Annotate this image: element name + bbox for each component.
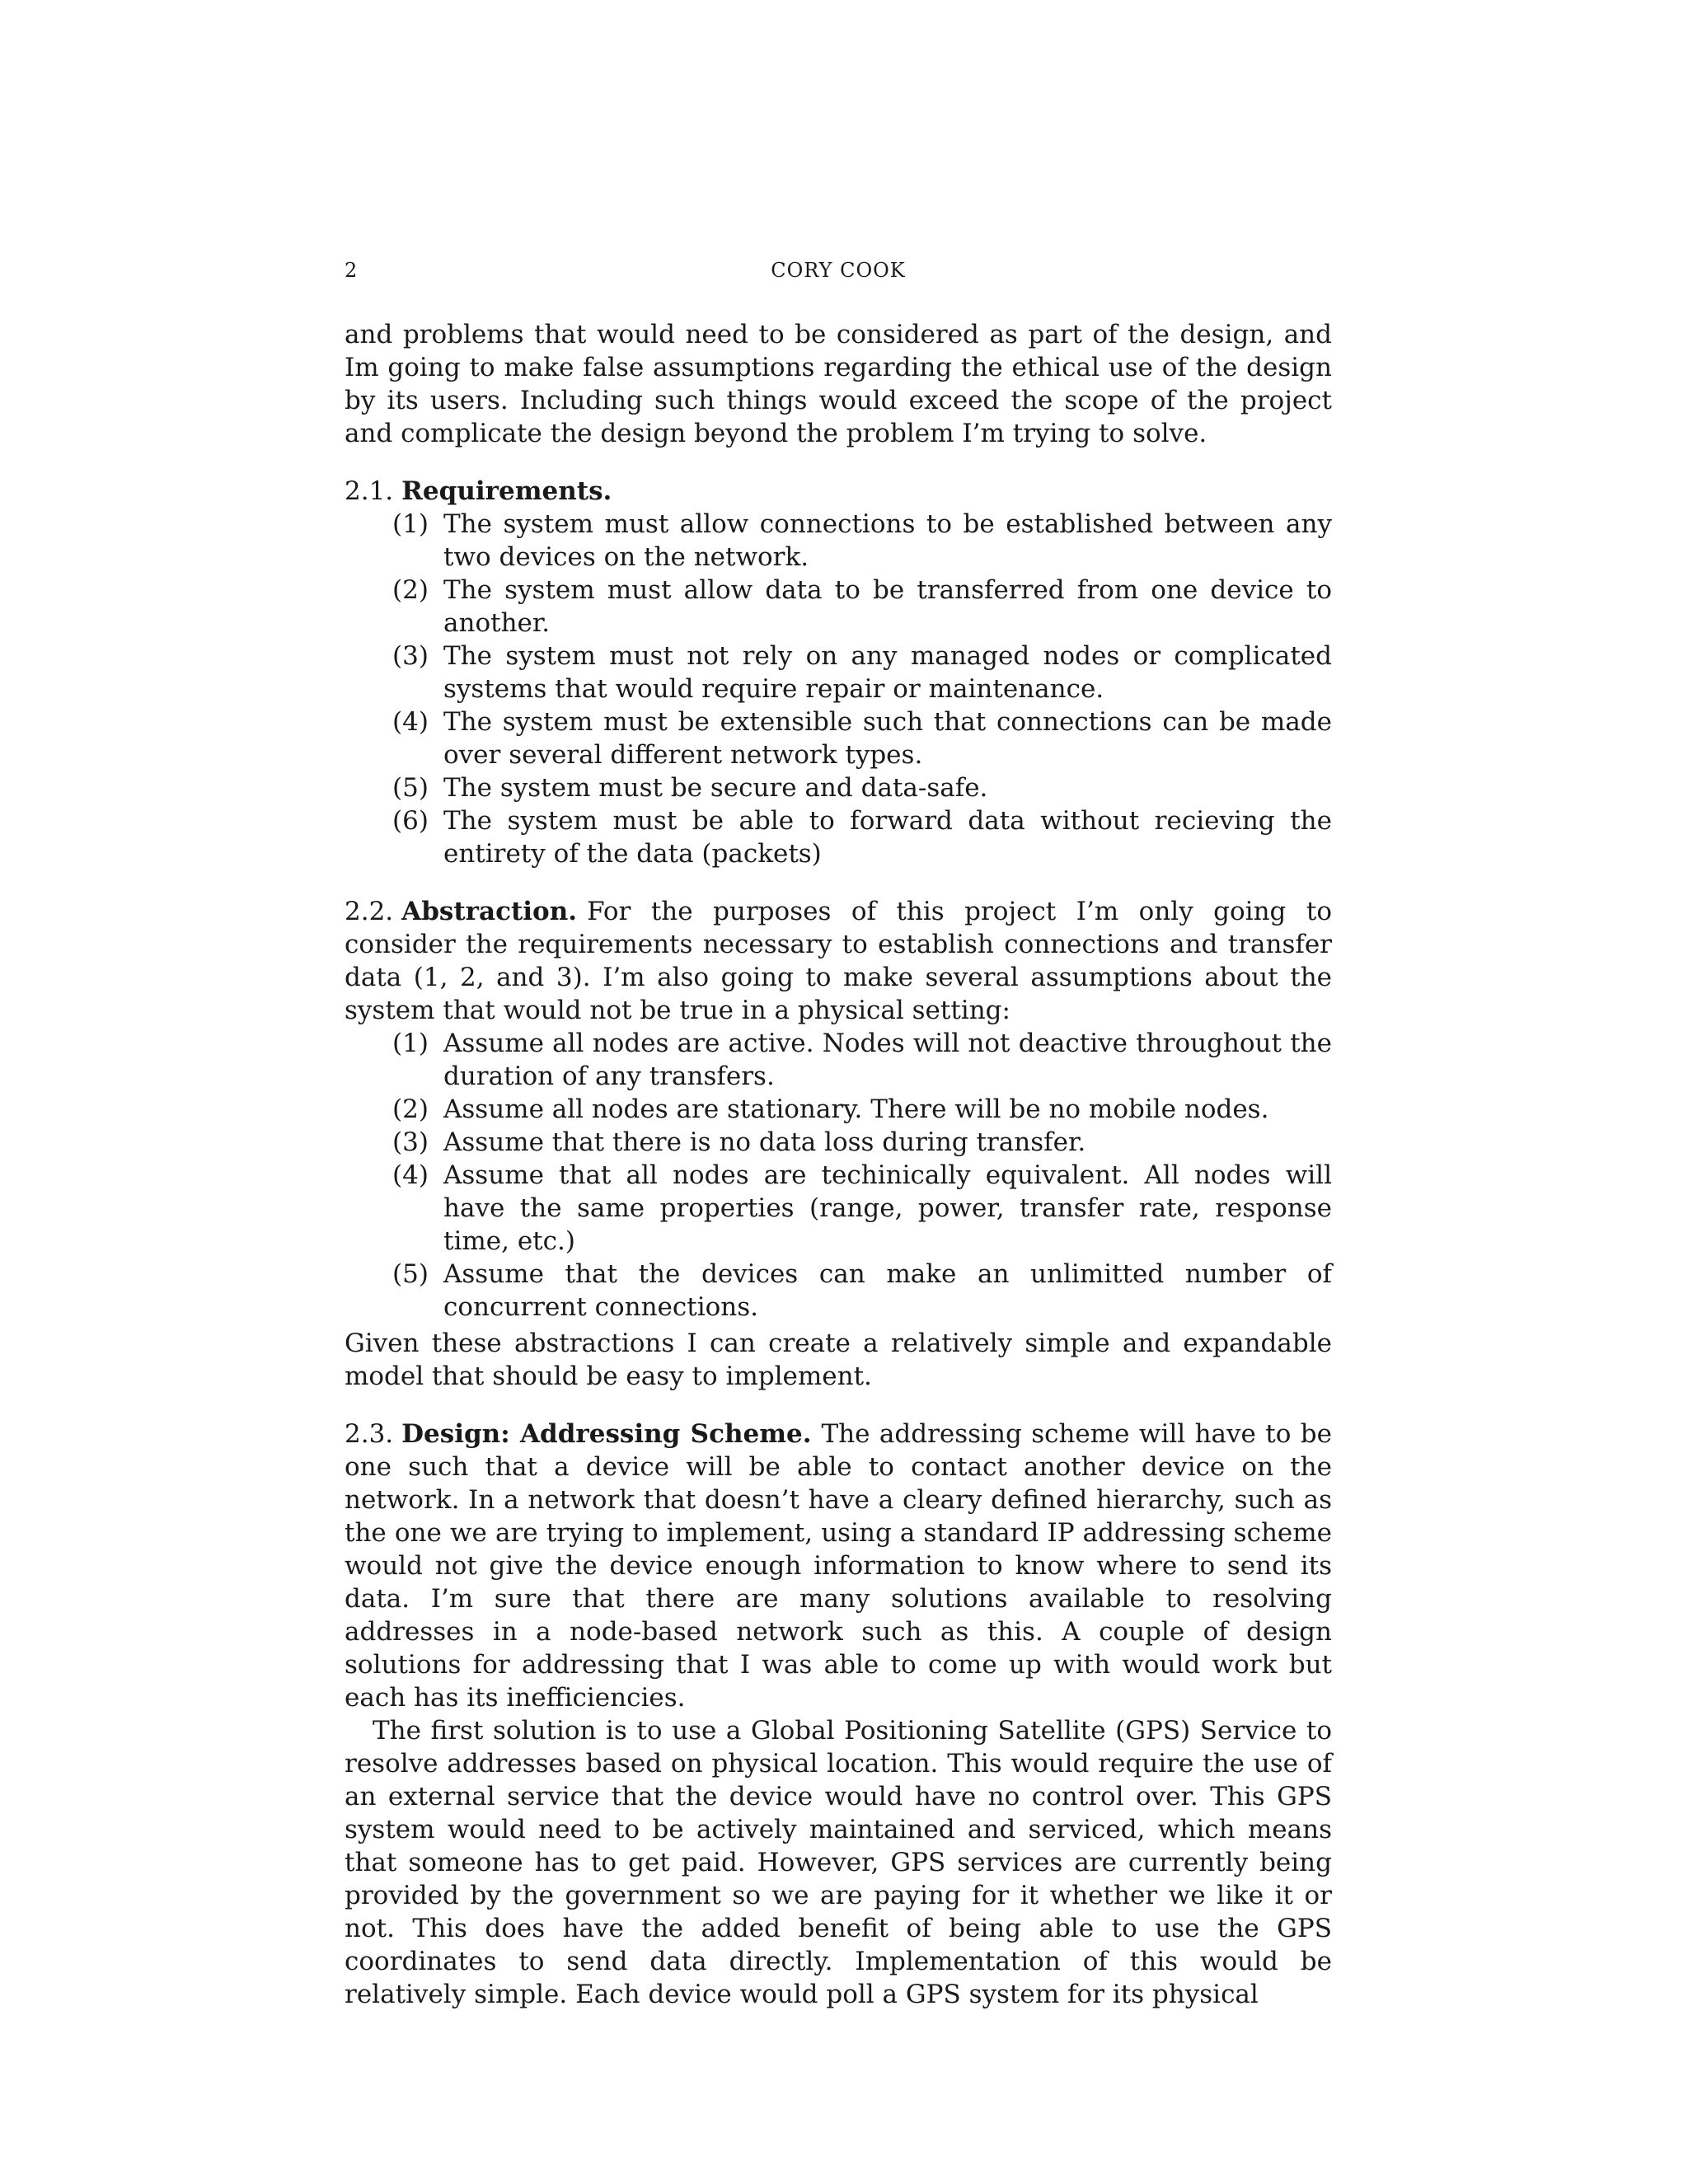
item-number: (3): [392, 1127, 429, 1157]
item-number: (1): [392, 1029, 429, 1058]
item-number: (6): [392, 806, 429, 836]
abstraction-intro-text: For the purposes of this project I’m only going to consider the requirements necessary to establish connections and transfer data (1, 2, and 3). I’m also going to make several assumptions about the system that would not be true in a physical setting:: [345, 897, 1332, 1025]
item-text: Assume that there is no data loss during transfer.: [443, 1127, 1086, 1157]
item-number: (5): [392, 1259, 429, 1289]
item-number: (1): [392, 509, 429, 539]
list-item: [392, 574, 1332, 640]
section-abstraction: [345, 895, 1332, 1393]
item-number: (2): [392, 575, 429, 605]
item-text: Assume that the devices can make an unlimitted number of concurrent connections.: [443, 1259, 1332, 1322]
item-number: (2): [392, 1094, 429, 1124]
page-number: 2: [345, 259, 359, 282]
intro-paragraph: and problems that would need to be considered as part of the design, and Im going to make false assumptions regarding the ethical use of the design by its users. Including such things would exceed the scope of the project and complicate the design beyond the problem I’m trying to solve.: [345, 320, 1332, 448]
body-text: [345, 318, 1332, 2011]
abstraction-closing: Given these abstractions I can create a relatively simple and expandable model that should be easy to implement.: [345, 1329, 1332, 1391]
item-text: Assume that all nodes are techinically equivalent. All nodes will have the same properties (range, power, transfer rate, response time, etc.): [443, 1160, 1332, 1256]
item-text: The system must allow connections to be established between any two devices on the network.: [443, 509, 1332, 572]
running-head: CORY COOK: [771, 259, 906, 282]
list-item: [392, 771, 1332, 804]
list-item: [392, 1093, 1332, 1126]
section-requirements: [345, 475, 1332, 870]
list-item: [392, 1027, 1332, 1093]
item-number: (3): [392, 641, 429, 671]
item-text: Assume all nodes are active. Nodes will not deactive throughout the duration of any transfers.: [443, 1029, 1332, 1091]
list-item: [392, 508, 1332, 574]
section-number: 2.1.: [345, 476, 394, 506]
list-item: [392, 804, 1332, 870]
section-number: 2.2.: [345, 897, 394, 926]
design-paragraph-1: [345, 1418, 1332, 1714]
list-item: [392, 1258, 1332, 1324]
abstraction-intro: [345, 895, 1332, 1027]
list-item: [392, 705, 1332, 771]
section-title: Design: Addressing Scheme.: [401, 1419, 812, 1449]
item-text: The system must allow data to be transferred from one device to another.: [443, 575, 1332, 638]
item-text: The system must be secure and data-safe.: [443, 773, 988, 803]
item-text: Assume all nodes are stationary. There will be no mobile nodes.: [443, 1094, 1269, 1124]
page-header: [345, 259, 1332, 292]
requirements-list: [345, 508, 1332, 870]
list-item: [392, 1126, 1332, 1159]
design-paragraph-1-text: The addressing scheme will have to be one such that a device will be able to contact another device on the network. In a network that doesn’t have a cleary defined hierarchy, such as the one we are trying to implement, using a standard IP addressing scheme would not give the device enough information to know where to send its data. I’m sure that there are many solutions available to resolving addresses in a node-based network such as this. A couple of design solutions for addressing that I was able to come up with would work but each has its inefficiencies.: [345, 1419, 1332, 1713]
section-number: 2.3.: [345, 1419, 394, 1449]
assumptions-list: [345, 1027, 1332, 1324]
item-text: The system must be able to forward data without recieving the entirety of the data (packets): [443, 806, 1332, 869]
section-title: Abstraction.: [401, 897, 578, 926]
section-design: [345, 1418, 1332, 2011]
item-text: The system must not rely on any managed nodes or complicated systems that would require repair or maintenance.: [443, 641, 1332, 704]
section-title: Requirements.: [401, 476, 612, 506]
item-number: (5): [392, 773, 429, 803]
list-item: [392, 1159, 1332, 1258]
item-number: (4): [392, 1160, 429, 1190]
design-paragraph-2: The first solution is to use a Global Positioning Satellite (GPS) Service to resolve addresses based on physical location. This would require the use of an external service that the device would have no control over. This GPS system would need to be actively maintained and serviced, which means that someone has to get paid. However, GPS services are currently being provided by the government so we are paying for it whether we like it or not. This does have the added benefit of being able to use the GPS coordinates to send data directly. Implementation of this would be relatively simple. Each device would poll a GPS system for its physical: [345, 1716, 1332, 2009]
item-text: The system must be extensible such that connections can be made over several different network types.: [443, 707, 1332, 770]
item-number: (4): [392, 707, 429, 737]
list-item: [392, 640, 1332, 705]
section-heading-requirements: [345, 475, 1332, 508]
